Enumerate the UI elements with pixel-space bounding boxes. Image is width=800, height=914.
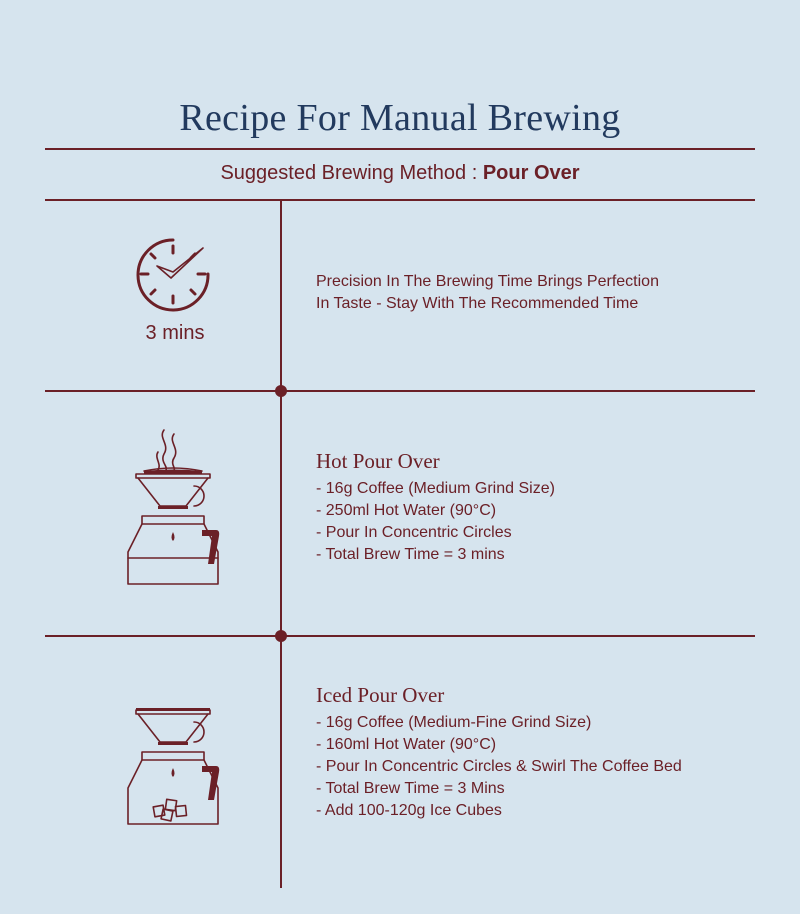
timer-description xyxy=(316,271,659,315)
divider-row-2 xyxy=(45,635,755,637)
divider-top xyxy=(45,148,755,150)
divider-dot-2 xyxy=(275,630,287,642)
divider-vertical xyxy=(280,200,282,888)
brewing-method xyxy=(0,162,800,185)
iced-step: - 160ml Hot Water (90°C) xyxy=(316,736,497,753)
divider-header xyxy=(45,199,755,201)
hot-pour-over-title: Hot Pour Over xyxy=(316,449,440,473)
hot-pour-over-recipe xyxy=(316,448,555,566)
iced-pour-over-title: Iced Pour Over xyxy=(316,683,445,707)
divider-dot-1 xyxy=(275,385,287,397)
timer-description-line: In Taste - Stay With The Recommended Time xyxy=(316,295,639,312)
iced-step: - Pour In Concentric Circles & Swirl The Coffee Bed xyxy=(316,758,682,775)
hot-step: - 16g Coffee (Medium Grind Size) xyxy=(316,480,555,497)
iced-step: - Add 100-120g Ice Cubes xyxy=(316,802,502,819)
hot-step: - Total Brew Time = 3 mins xyxy=(316,546,505,563)
hot-step: - Pour In Concentric Circles xyxy=(316,524,512,541)
iced-step: - Total Brew Time = 3 Mins xyxy=(316,780,505,797)
timer-description-line: Precision In The Brewing Time Brings Perfection xyxy=(316,273,659,290)
iced-step: - 16g Coffee (Medium-Fine Grind Size) xyxy=(316,714,592,731)
brewing-method-value: Pour Over xyxy=(482,162,580,184)
page-title: Recipe For Manual Brewing xyxy=(179,97,621,139)
brew-time-label: 3 mins xyxy=(145,322,205,344)
hot-step: - 250ml Hot Water (90°C) xyxy=(316,502,497,519)
hot-pour-over-icon xyxy=(118,424,228,592)
divider-row-1 xyxy=(45,390,755,392)
brewing-method-label: Suggested Brewing Method : xyxy=(220,162,478,184)
iced-pour-over-icon xyxy=(118,702,228,828)
iced-pour-over-recipe xyxy=(316,682,682,822)
clock-icon xyxy=(133,236,215,312)
